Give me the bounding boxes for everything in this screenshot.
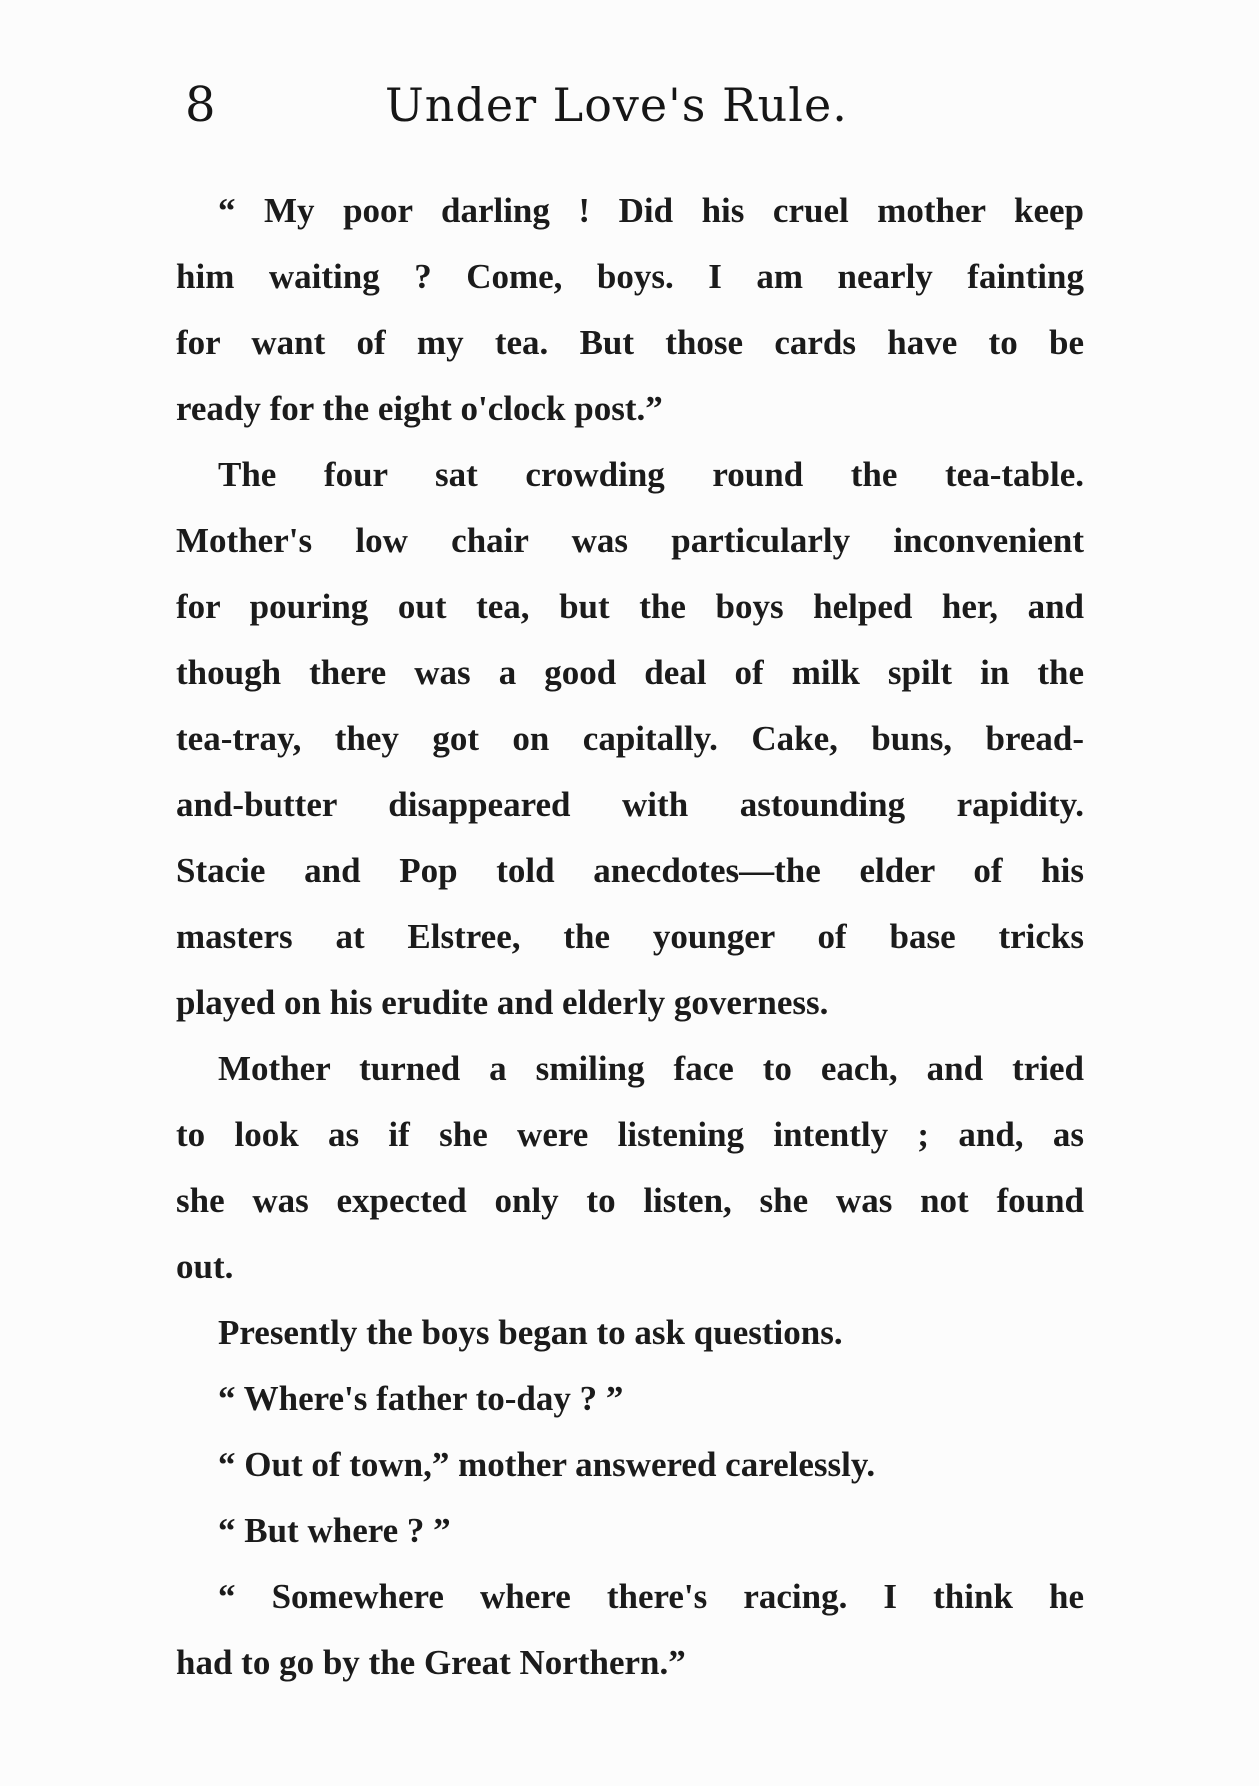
text-line: Mother turned a smiling face to each, and tried (218, 1049, 1084, 1088)
text-line: Mother's low chair was particularly inconvenient (176, 521, 1084, 560)
text-line: him waiting ? Come, boys. I am nearly fainting (176, 257, 1084, 296)
text-line: out. (176, 1247, 234, 1286)
text-line: The four sat crowding round the tea-table. (218, 455, 1084, 494)
text-line: ready for the eight o'clock post.” (176, 389, 663, 428)
text-line: “ Somewhere where there's racing. I think he (218, 1577, 1084, 1616)
text-line: “ My poor darling ! Did his cruel mother keep (218, 191, 1084, 230)
text-line: tea-tray, they got on capitally. Cake, buns, bread- (176, 719, 1084, 758)
text-line: “ But where ? ” (218, 1511, 451, 1550)
text-line: “ Where's father to-day ? ” (218, 1379, 624, 1418)
page-header (185, 70, 1085, 150)
text-line: for want of my tea. But those cards have to be (176, 323, 1084, 362)
text-line: and-butter disappeared with astounding rapidity. (176, 785, 1084, 824)
text-line: Stacie and Pop told anecdotes—the elder of his (176, 851, 1084, 890)
page-number: 8 (185, 77, 216, 133)
text-line: played on his erudite and elderly governess. (176, 983, 829, 1022)
text-line: had to go by the Great Northern.” (176, 1643, 686, 1682)
text-line: “ Out of town,” mother answered carelessly. (218, 1445, 876, 1484)
text-line: she was expected only to listen, she was not found (176, 1181, 1084, 1220)
text-line: to look as if she were listening intently ; and, as (176, 1115, 1084, 1154)
body-text (176, 178, 1084, 1696)
running-title: Under Love's Rule. (385, 78, 848, 132)
text-line: Presently the boys began to ask questions. (218, 1313, 843, 1352)
text-line: masters at Elstree, the younger of base tricks (176, 917, 1084, 956)
text-line: for pouring out tea, but the boys helped her, and (176, 587, 1084, 626)
text-line: though there was a good deal of milk spilt in the (176, 653, 1084, 692)
